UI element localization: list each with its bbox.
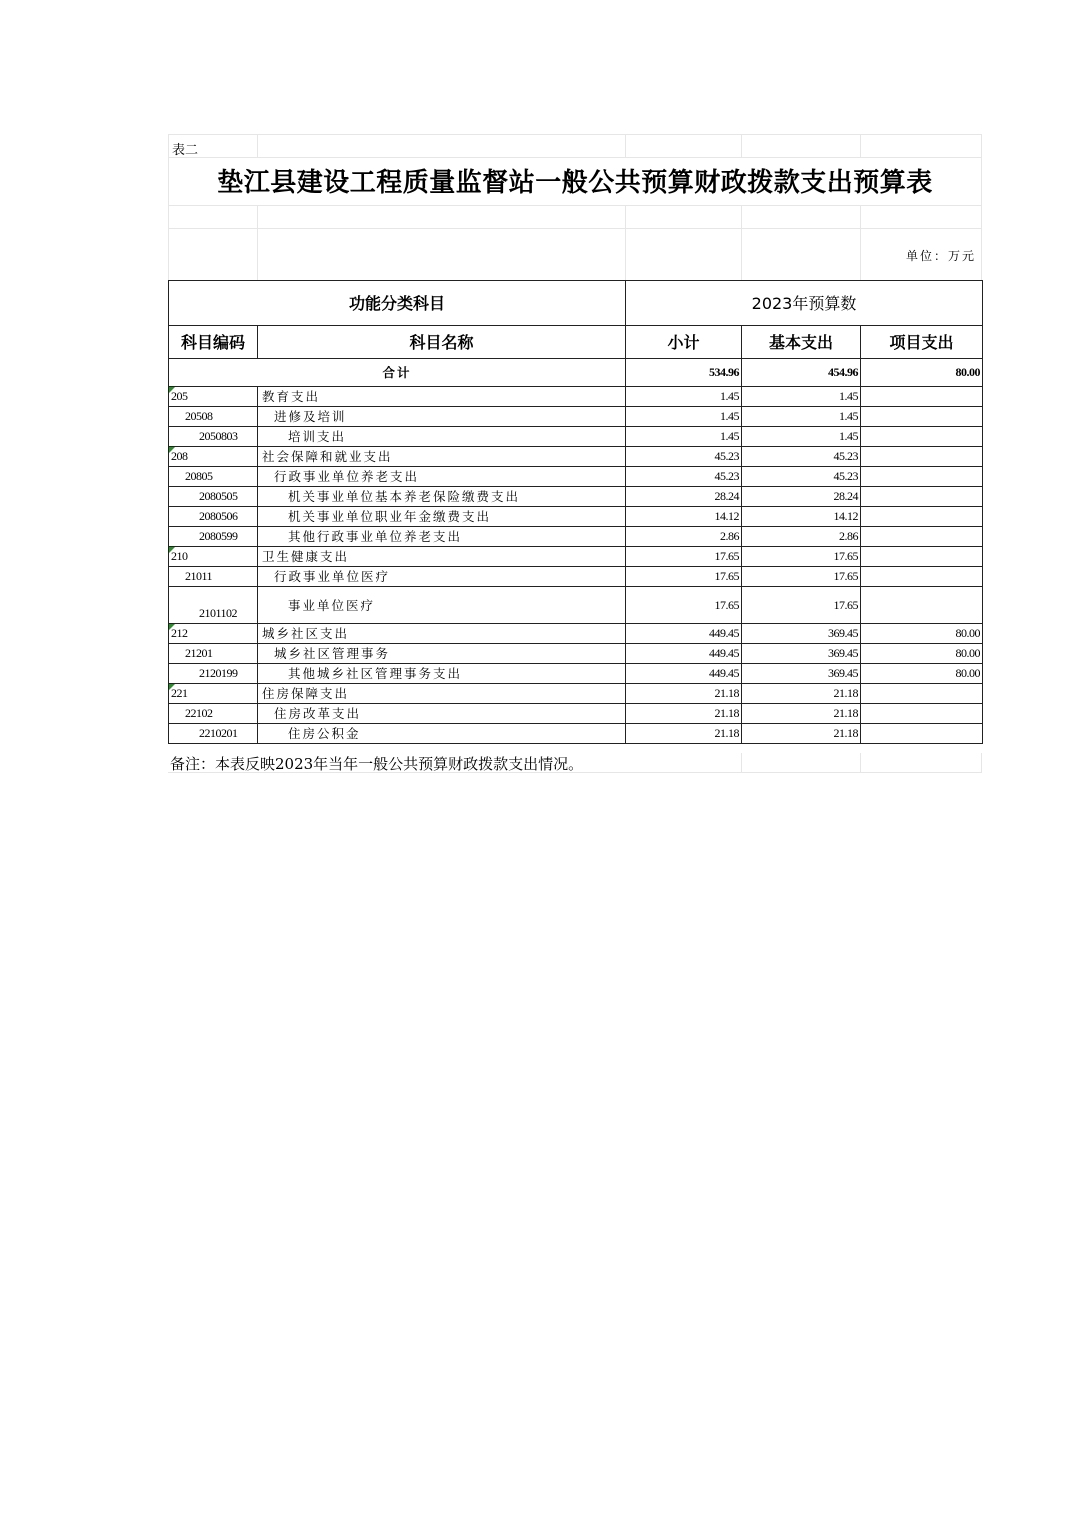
row-subtotal: 2.86 [626,527,742,547]
total-project: 80.00 [861,359,983,387]
row-name: 机关事业单位基本养老保险缴费支出 [258,487,626,507]
row-code: 221 [169,684,258,704]
row-project [861,684,983,704]
row-name: 住房改革支出 [258,704,626,724]
row-name: 进修及培训 [258,407,626,427]
row-project [861,467,983,487]
table-row [169,427,983,447]
table-row [169,684,983,704]
header-row-2 [169,326,983,359]
row-basic: 28.24 [742,487,861,507]
header-subtotal: 小计 [626,326,742,359]
row-basic: 45.23 [742,467,861,487]
row-basic: 14.12 [742,507,861,527]
table-row [169,567,983,587]
header-row-1 [169,281,983,326]
comment-marker-icon [169,547,175,553]
table-row [169,587,983,624]
row-project [861,547,983,567]
row-name: 住房保障支出 [258,684,626,704]
header-name: 科目名称 [258,326,626,359]
table-row [169,664,983,684]
total-basic: 454.96 [742,359,861,387]
row-name: 住房公积金 [258,724,626,744]
budget-table [168,280,983,744]
row-subtotal: 449.45 [626,664,742,684]
row-subtotal: 21.18 [626,704,742,724]
grid-line [257,134,258,158]
table-row [169,507,983,527]
header-code: 科目编码 [169,326,258,359]
table-row [169,467,983,487]
table-row [169,724,983,744]
row-code: 21201 [169,644,258,664]
row-name: 城乡社区支出 [258,624,626,644]
row-basic: 17.65 [742,567,861,587]
row-name: 行政事业单位养老支出 [258,467,626,487]
row-basic: 17.65 [742,547,861,567]
row-subtotal: 21.18 [626,684,742,704]
row-code: 2210201 [169,724,258,744]
comment-marker-icon [169,624,175,630]
row-code: 21011 [169,567,258,587]
row-name: 其他城乡社区管理事务支出 [258,664,626,684]
grid-line [625,205,626,280]
comment-marker-icon [169,447,175,453]
row-name: 卫生健康支出 [258,547,626,567]
row-name: 行政事业单位医疗 [258,567,626,587]
row-code: 20508 [169,407,258,427]
header-func-category: 功能分类科目 [169,281,626,326]
grid-line [257,205,258,280]
row-basic: 369.45 [742,664,861,684]
comment-marker-icon [169,684,175,690]
row-project [861,487,983,507]
row-subtotal: 21.18 [626,724,742,744]
row-code: 212 [169,624,258,644]
row-code: 22102 [169,704,258,724]
total-row [169,359,983,387]
row-subtotal: 45.23 [626,467,742,487]
row-code: 210 [169,547,258,567]
row-name: 社会保障和就业支出 [258,447,626,467]
row-basic: 21.18 [742,724,861,744]
grid-line [860,134,861,158]
row-code: 2080599 [169,527,258,547]
row-project [861,724,983,744]
row-code: 205 [169,387,258,407]
row-project [861,587,983,624]
header-project: 项目支出 [861,326,983,359]
row-subtotal: 1.45 [626,407,742,427]
row-project: 80.00 [861,664,983,684]
row-project: 80.00 [861,644,983,664]
row-subtotal: 17.65 [626,547,742,567]
row-code: 2080506 [169,507,258,527]
row-name: 其他行政事业单位养老支出 [258,527,626,547]
row-subtotal: 17.65 [626,587,742,624]
row-subtotal: 1.45 [626,387,742,407]
grid-line [741,134,742,158]
row-subtotal: 449.45 [626,644,742,664]
row-project [861,704,983,724]
row-project [861,387,983,407]
table-row [169,407,983,427]
table-row [169,527,983,547]
row-project [861,427,983,447]
row-name: 城乡社区管理事务 [258,644,626,664]
unit-label: 单位：万元 [905,249,976,263]
row-name: 教育支出 [258,387,626,407]
grid-line [860,205,861,280]
page-title: 垫江县建设工程质量监督站一般公共预算财政拨款支出预算表 [217,168,933,198]
row-subtotal: 45.23 [626,447,742,467]
header-basic: 基本支出 [742,326,861,359]
grid-line [860,753,861,773]
row-basic: 369.45 [742,624,861,644]
table-row [169,644,983,664]
row-basic: 1.45 [742,427,861,447]
row-code: 208 [169,447,258,467]
table-row [169,624,983,644]
row-project [861,567,983,587]
row-project [861,407,983,427]
sheet-tag: 表二 [172,143,199,158]
table-row [169,387,983,407]
row-basic: 2.86 [742,527,861,547]
row-basic: 1.45 [742,387,861,407]
row-code: 2080505 [169,487,258,507]
row-code: 2050803 [169,427,258,447]
row-subtotal: 17.65 [626,567,742,587]
grid-line [981,134,982,280]
grid-line [981,753,982,773]
row-project: 80.00 [861,624,983,644]
row-basic: 21.18 [742,704,861,724]
grid-line [625,134,626,158]
table-row [169,447,983,467]
comment-marker-icon [169,387,175,393]
row-subtotal: 1.45 [626,427,742,447]
table-row [169,704,983,724]
table-row [169,487,983,507]
grid-line [741,753,742,773]
footnote: 备注：本表反映2023年当年一般公共预算财政拨款支出情况。 [170,755,584,773]
header-budget-year: 2023年预算数 [626,281,983,326]
row-name: 培训支出 [258,427,626,447]
grid-line [741,205,742,280]
row-basic: 21.18 [742,684,861,704]
row-code: 2120199 [169,664,258,684]
row-code: 2101102 [169,587,258,624]
grid-line [168,134,169,280]
row-name: 事业单位医疗 [258,587,626,624]
row-project [861,507,983,527]
row-name: 机关事业单位职业年金缴费支出 [258,507,626,527]
row-subtotal: 449.45 [626,624,742,644]
row-subtotal: 28.24 [626,487,742,507]
total-label: 合计 [169,359,626,387]
row-basic: 369.45 [742,644,861,664]
row-subtotal: 14.12 [626,507,742,527]
row-project [861,447,983,467]
row-basic: 1.45 [742,407,861,427]
row-basic: 45.23 [742,447,861,467]
row-code: 20805 [169,467,258,487]
total-subtotal: 534.96 [626,359,742,387]
row-project [861,527,983,547]
row-basic: 17.65 [742,587,861,624]
table-row [169,547,983,567]
